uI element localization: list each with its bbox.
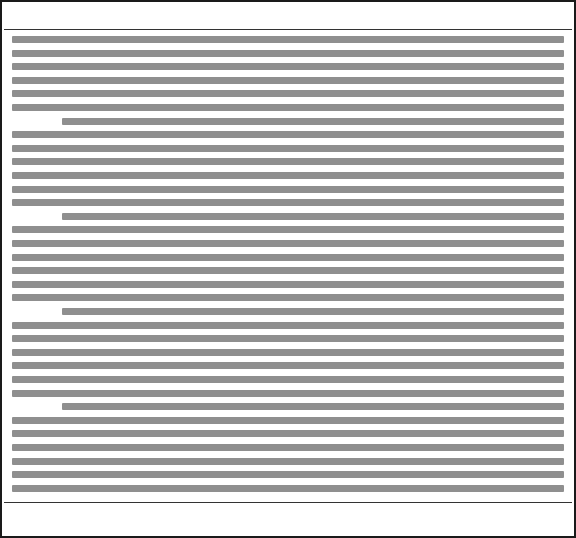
body-text-line: [12, 36, 564, 43]
body-text-line: [12, 294, 564, 301]
body-text-line: [12, 430, 564, 437]
body-text-line: [12, 458, 564, 465]
body-text-line: [12, 158, 564, 165]
title-rule: [4, 29, 572, 30]
body-text-line: [12, 50, 564, 57]
body-text-line: [12, 362, 564, 369]
body-text-line: [12, 63, 564, 70]
body-text-line: [12, 335, 564, 342]
body-text-line: [12, 226, 564, 233]
body-text-line: [12, 186, 564, 193]
body-text-line: [12, 90, 564, 97]
body-text-line: [62, 308, 564, 315]
body-text-line: [12, 240, 564, 247]
body-text-line: [12, 104, 564, 111]
body-text-line: [12, 131, 564, 138]
body-text-line: [12, 77, 564, 84]
body-text-line: [12, 199, 564, 206]
body-text-line: [62, 118, 564, 125]
body-text-line: [12, 172, 564, 179]
body-text-line: [12, 485, 564, 492]
body-text-line: [12, 471, 564, 478]
body-text-line: [12, 444, 564, 451]
body-text-line: [12, 376, 564, 383]
body-text-line: [12, 390, 564, 397]
body-text-line: [12, 349, 564, 356]
body-text-line: [12, 145, 564, 152]
body-text-line: [12, 281, 564, 288]
body-text-line: [12, 267, 564, 274]
body-text-line: [12, 417, 564, 424]
notice-title-bar: [4, 4, 572, 28]
body-text-line: [62, 213, 564, 220]
body-text-line: [62, 403, 564, 410]
body-text-line: [12, 254, 564, 261]
body-text-line: [12, 322, 564, 329]
footer-rule: [4, 502, 572, 503]
